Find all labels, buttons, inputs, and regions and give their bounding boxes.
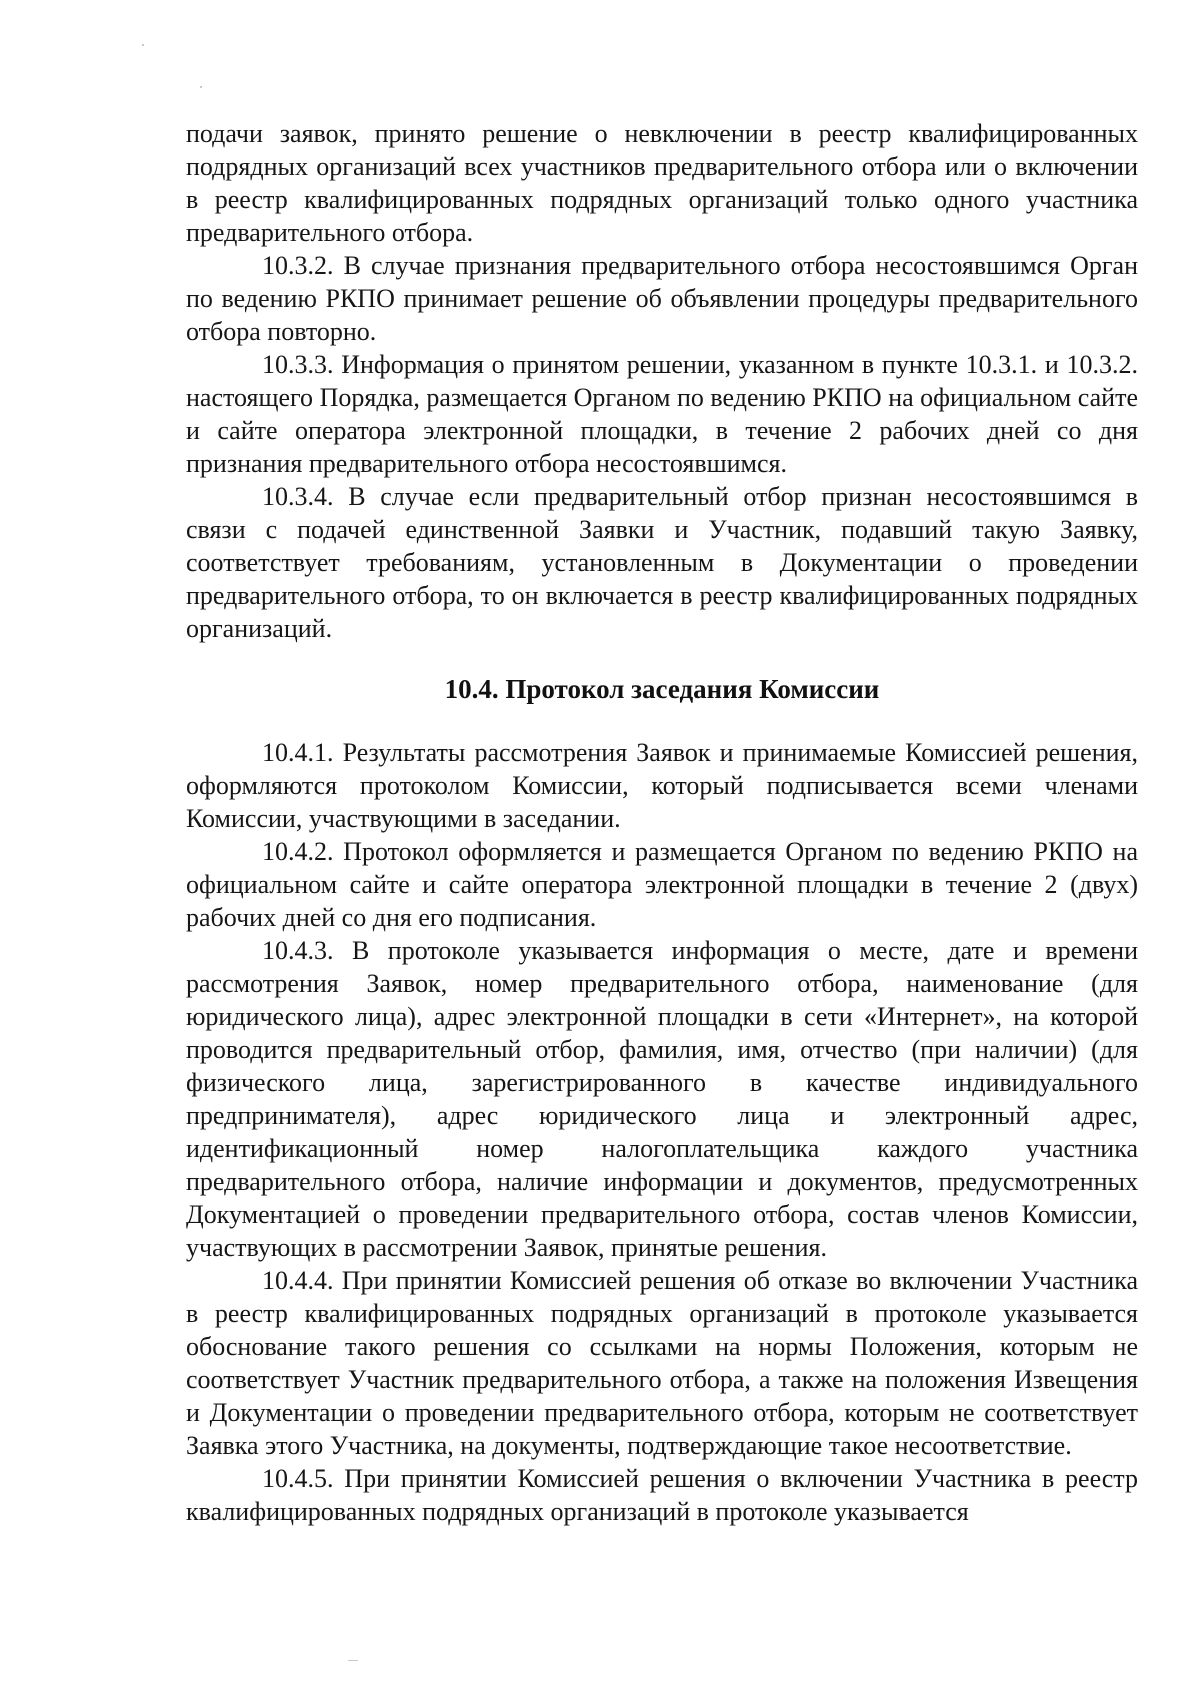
paragraph-10-3-2: 10.3.2. В случае признания предварительного отбора несостоявшимся Орган по ведению РКПО принимает решение об объявлении процедуры предварительного отбора повторно. <box>186 251 1138 346</box>
top-text-block <box>186 117 1138 645</box>
paragraph-10-4-2: 10.4.2. Протокол оформляется и размещается Органом по ведению РКПО на официальном сайте и сайте оператора электронной площадки в течение 2 (двух) рабочих дней со дня его подписания. <box>186 837 1138 932</box>
scan-speck <box>348 1660 358 1661</box>
paragraph-10-3-3: 10.3.3. Информация о принятом решении, указанном в пункте 10.3.1. и 10.3.2. настоящего Порядка, размещается Органом по ведению РКПО на официальном сайте и сайте оператора электронной площадки, в течение 2 рабочих дней со дня признания предварительного отбора несостоявшимся. <box>186 350 1138 478</box>
section-heading: 10.4. Протокол заседания Комиссии <box>444 674 880 704</box>
scan-speck <box>200 86 202 88</box>
paragraph-10-3-4: 10.3.4. В случае если предварительный отбор признан несостоявшимся в связи с подачей единственной Заявки и Участник, подавший такую Заявку, соответствует требованиям, установленным в Документации о проведении предварительного отбора, то он включается в реестр квалифицированных подрядных организаций. <box>186 482 1138 643</box>
paragraph-continuation: подачи заявок, принято решение о невключении в реестр квалифицированных подрядных организаций всех участников предварительного отбора или о включении в реестр квалифицированных подрядных организаций только одного участника предварительного отбора. <box>186 119 1138 247</box>
paragraph-10-4-4: 10.4.4. При принятии Комиссией решения об отказе во включении Участника в реестр квалифицированных подрядных организаций в протоколе указывается обоснование такого решения со ссылками на нормы Положения, которым не соответствует Участник предварительного отбора, а также на положения Извещения и Документации о проведении предварительного отбора, которым не соответствует Заявка этого Участника, на документы, подтверждающие такое несоответствие. <box>186 1266 1138 1460</box>
scan-speck <box>142 44 144 46</box>
section-text-block <box>186 736 1138 1528</box>
paragraph-10-4-1: 10.4.1. Результаты рассмотрения Заявок и принимаемые Комиссией решения, оформляются протоколом Комиссии, который подписывается всеми членами Комиссии, участвующими в заседании. <box>186 738 1138 833</box>
paragraph-10-4-5: 10.4.5. При принятии Комиссией решения о включении Участника в реестр квалифицированных подрядных организаций в протоколе указывается <box>186 1464 1138 1526</box>
paragraph-10-4-3: 10.4.3. В протоколе указывается информация о месте, дате и времени рассмотрения Заявок, номер предварительного отбора, наименование (для юридического лица), адрес электронной площадки в сети «Интернет», на которой проводится предварительный отбор, фамилия, имя, отчество (при наличии) (для физического лица, зарегистрированного в качестве индивидуального предпринимателя), адрес юридического лица и электронный адрес, идентификационный номер налогоплательщика каждого участника предварительного отбора, наличие информации и документов, предусмотренных Документацией о проведении предварительного отбора, состав членов Комиссии, участвующих в рассмотрении Заявок, принятые решения. <box>186 936 1138 1262</box>
